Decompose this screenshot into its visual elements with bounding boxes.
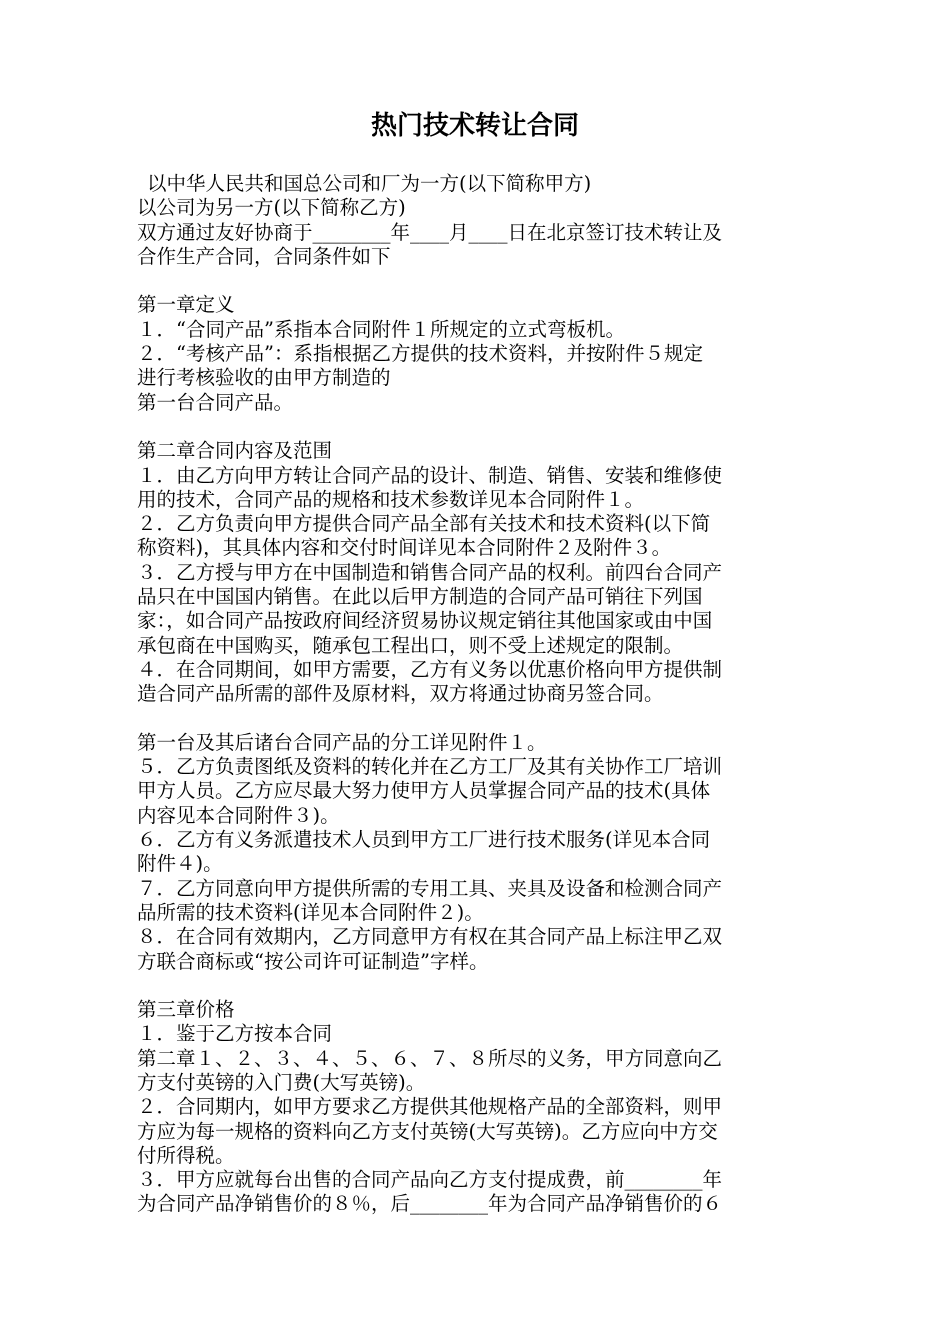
text-line: 方应为每一规格的资料向乙方支付英镑(大写英镑)。乙方应向中方交 xyxy=(137,1119,718,1143)
document-body xyxy=(137,172,817,1217)
text-line: 第一台合同产品。 xyxy=(137,390,294,414)
text-line: 品所需的技术资料(详见本合同附件２)。 xyxy=(137,900,484,924)
text-line: ２．合同期内，如甲方要求乙方提供其他规格产品的全部资料，则甲 xyxy=(137,1095,723,1119)
text-line: ２．“考核产品”：系指根据乙方提供的技术资料，并按附件５规定 xyxy=(137,342,703,366)
text-line: 方支付英镑的入门费(大写英镑)。 xyxy=(137,1070,426,1094)
text-line: 合作生产合同，合同条件如下 xyxy=(137,244,391,268)
text-line: ８．在合同有效期内，乙方同意甲方有权在其合同产品上标注甲乙双 xyxy=(137,925,723,949)
text-line: 用的技术，合同产品的规格和技术参数详见本合同附件１。 xyxy=(137,487,645,511)
text-line: ５．乙方负责图纸及资料的转化并在乙方工厂及其有关协作工厂培训 xyxy=(137,755,723,779)
text-line: 第二章１、２、３、４、５、６、７、８所尽的义务，甲方同意向乙 xyxy=(137,1046,723,1070)
text-line: 第一章定义 xyxy=(137,293,235,317)
text-line: 进行考核验收的由甲方制造的 xyxy=(137,366,391,390)
text-line: 付所得税。 xyxy=(137,1143,235,1167)
text-line: 品只在中国国内销售。在此以后甲方制造的合同产品可销往下列国 xyxy=(137,585,703,609)
text-line: １．“合同产品”系指本合同附件１所规定的立式弯板机。 xyxy=(137,317,625,341)
text-line: 承包商在中国购买，随承包工程出口，则不受上述规定的限制。 xyxy=(137,633,684,657)
text-line: ６．乙方有义务派遣技术人员到甲方工厂进行技术服务(详见本合同 xyxy=(137,828,711,852)
text-line: ７．乙方同意向甲方提供所需的专用工具、夹具及设备和检测合同产 xyxy=(137,876,723,900)
text-line: 双方通过友好协商于________年____月____日在北京签订技术转让及 xyxy=(137,220,723,244)
blank-line xyxy=(137,707,817,731)
text-line: 为合同产品净销售价的８％，后________年为合同产品净销售价的６ xyxy=(137,1192,723,1216)
document-title: 热门技术转让合同 xyxy=(370,111,579,141)
text-line: 甲方人员。乙方应尽最大努力使甲方人员掌握合同产品的技术(具体 xyxy=(137,779,711,803)
text-line: 称资料)，其具体内容和交付时间详见本合同附件２及附件３。 xyxy=(137,536,672,560)
text-line: 以公司为另一方(以下简称乙方) xyxy=(137,196,406,220)
text-line: 内容见本合同附件３)。 xyxy=(137,803,340,827)
text-line: ３．乙方授与甲方在中国制造和销售合同产品的权利。前四台合同产 xyxy=(137,560,723,584)
text-line: 第一台及其后诸台合同产品的分工详见附件１。 xyxy=(137,730,547,754)
text-line: 方联合商标或“按公司许可证制造”字样。 xyxy=(137,949,489,973)
text-line: 第三章价格 xyxy=(137,998,235,1022)
text-line: 附件４)。 xyxy=(137,852,223,876)
blank-line xyxy=(137,974,817,998)
text-line: ４．在合同期间，如甲方需要，乙方有义务以优惠价格向甲方提供制 xyxy=(137,657,723,681)
text-line: １．鉴于乙方按本合同 xyxy=(137,1022,333,1046)
blank-line xyxy=(137,269,817,293)
text-line: ２．乙方负责向甲方提供合同产品全部有关技术和技术资料(以下简 xyxy=(137,512,711,536)
text-line: 第二章合同内容及范围 xyxy=(137,439,333,463)
blank-line xyxy=(137,415,817,439)
text-line: １．由乙方向甲方转让合同产品的设计、制造、销售、安装和维修使 xyxy=(137,463,723,487)
text-line: ３．甲方应就每台出售的合同产品向乙方支付提成费，前________年 xyxy=(137,1168,723,1192)
text-line: 造合同产品所需的部件及原材料，双方将通过协商另签合同。 xyxy=(137,682,664,706)
text-line: 以中华人民共和国总公司和厂为一方(以下简称甲方) xyxy=(147,172,592,195)
text-line: 家：，如合同产品按政府间经济贸易协议规定销往其他国家或由中国 xyxy=(137,609,713,633)
